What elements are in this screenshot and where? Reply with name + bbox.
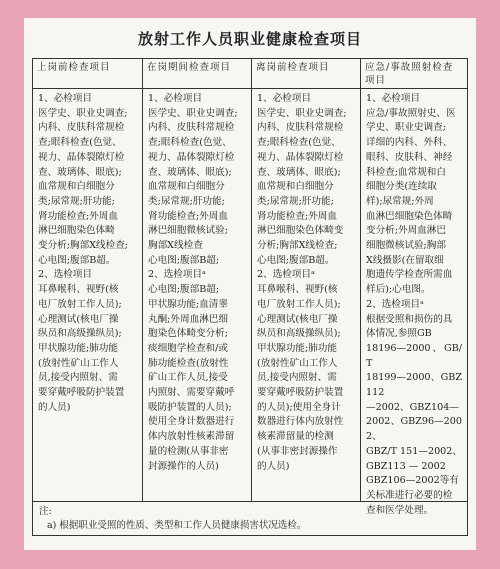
cell-line: 样);尿常规;外周	[366, 195, 434, 207]
cell-line: 淋巴细胞染色体畸变	[257, 225, 344, 237]
cell-line: 痰细胞学检查和/或	[148, 342, 228, 354]
cell-line: 眼科、皮肤科、神经	[366, 151, 453, 163]
cell-line: 细胞分类(连续取	[366, 181, 437, 193]
note-item: a) 根据职业受照的性质、类型和工作人员健康损害状况选检。	[47, 520, 307, 531]
cell-line: 员,接受内照射、需	[257, 372, 337, 384]
cell-line: 的人员)	[38, 401, 71, 413]
cell-line: 查、玻璃体、眼底);	[257, 166, 341, 178]
cell-line: 甲状腺功能;肺功能	[38, 342, 118, 354]
column-header-emergency: 应急/事故照射检查项目	[360, 59, 467, 89]
cell-line: 员,接受内照射、需	[38, 372, 118, 384]
cell-line: 查和医学处理。	[366, 504, 434, 516]
cell-line: —2002、GBZ104—	[366, 401, 459, 413]
cell-line: 视力、晶体裂隙灯检	[257, 151, 344, 163]
cell-line: 核素滞留量的检测	[257, 431, 334, 443]
cell-line: 肺功能检查(放射性	[148, 357, 229, 369]
cell-line: 心电图;腹部B超;	[148, 284, 220, 296]
cell-line: 电厂放射工作人员);	[257, 298, 341, 310]
cell-line: 血淋巴细胞染色体畸	[366, 210, 453, 222]
cell-line: 医学史、职业史调查;	[257, 107, 347, 119]
cell-line: 肾功能检查;外周血	[38, 210, 118, 222]
cell-line: 1、必检项目	[38, 93, 93, 104]
cell-line: 电厂放射工作人员);	[38, 298, 122, 310]
cell-line: 甲状腺功能;血清睾	[148, 298, 228, 310]
cell-line: 胞遗传学检查所需血	[366, 269, 453, 281]
cell-line: 医学史、职业史调查;	[148, 107, 238, 119]
cell-line: 纵员和高级操纵员);	[257, 328, 341, 340]
cell-line: (放射性矿山工作人	[38, 357, 119, 369]
cell-line: 体情况,参照GB	[366, 328, 432, 340]
cell-line: 分析;胸部X线检查;	[257, 240, 338, 252]
cell-line: 心电图;腹部B超。	[257, 254, 335, 266]
cell-line: 血常规和白细胞分	[38, 181, 115, 193]
cell-line: 科检查;血常规和白	[366, 166, 446, 178]
cell-line: 根据受照和损伤的具	[366, 313, 453, 325]
cell-line: 的人员)	[257, 460, 290, 472]
cell-line: 丸酮;外周血淋巴细	[148, 313, 228, 325]
column-header-pre-departure: 离岗前检查项目	[251, 59, 360, 89]
cell-line: 内科、皮肤科常规检	[38, 122, 125, 134]
note-label: 注:	[39, 506, 52, 517]
cell-line: 心电图;腹部B超。	[38, 254, 116, 266]
cell-line: 内科、皮肤科常规检	[257, 122, 344, 134]
table-header-row	[33, 59, 467, 89]
cell-line: 量的检测(从事非密	[148, 445, 229, 457]
cell-line: 视力、晶体裂隙灯检	[148, 151, 235, 163]
page-title: 放射工作人员职业健康检查项目	[137, 30, 362, 48]
cell-line: GBZ106—2002等有	[366, 475, 459, 487]
exam-table	[32, 58, 468, 536]
cell-line: 详细的内科、外科、	[366, 137, 453, 149]
cell-line: 内科、皮肤科常规检	[148, 122, 235, 134]
cell-line: 要穿戴呼吸防护装置	[257, 387, 344, 399]
cell-line: 类;尿常规;肝功能;	[257, 195, 334, 207]
cell-line: 查;眼科检查(色觉、	[38, 137, 122, 149]
column-header-pre-employment: 上岗前检查项目	[37, 62, 111, 73]
cell-line: 肾功能检查;外周血	[257, 210, 337, 222]
cell-line: 要穿戴呼吸防护装置	[38, 387, 125, 399]
cell-line: 血常规和白细胞分	[148, 181, 225, 193]
cell-line: (放射性矿山工作人	[257, 357, 338, 369]
cell-line: 淋巴细胞染色体畸	[38, 225, 115, 237]
cell-line: 医学史、职业史调查;	[38, 107, 128, 119]
cell-line: 使用全身计数器进行	[148, 416, 235, 428]
cell-line: 2、选检项目ᵃ	[148, 269, 206, 281]
column-header-on-duty: 在岗期间检查项目	[142, 59, 251, 89]
cell-line: (从事非密封源操作	[257, 445, 338, 457]
column-body-pre-departure	[251, 89, 360, 501]
cell-line: 数器进行体内放射性	[257, 416, 344, 428]
cell-line: 2、选检项目ᵃ	[366, 298, 424, 310]
column-body-pre-employment	[33, 89, 142, 501]
cell-line: 查、玻璃体、眼底);	[38, 166, 122, 178]
cell-line: 淋巴细胞微核试验;	[148, 225, 228, 237]
cell-line: 18199—2000、GBZ112	[366, 372, 462, 399]
cell-line: 变分析;外周血淋巴	[366, 225, 446, 237]
cell-line: 2、选检项目	[38, 269, 93, 281]
cell-line: 耳鼻喉科、视野(核	[38, 284, 119, 296]
cell-line: 纵员和高级操纵员);	[38, 328, 122, 340]
cell-line: 1、必检项目	[257, 93, 312, 104]
cell-line: 封源操作的人员)	[148, 460, 219, 472]
document-page	[24, 18, 476, 550]
cell-line: 变分析;胸部X线检查;	[38, 240, 129, 252]
cell-line: 应急/事故照射史、医	[366, 107, 456, 119]
cell-line: 细胞微核试验;胸部	[366, 240, 446, 252]
cell-line: 关标准进行必要的检	[366, 489, 453, 501]
cell-line: X线摄影(在留取细	[366, 254, 444, 266]
cell-line: GBZ/T 151—2002、	[366, 445, 462, 457]
cell-line: 的人员);使用全身计	[257, 401, 341, 413]
cell-line: 甲状腺功能;肺功能	[257, 342, 337, 354]
column-body-on-duty	[142, 89, 251, 501]
cell-line: 心理测试(核电厂操	[257, 313, 338, 325]
cell-line: 胸部X线检查	[148, 240, 203, 252]
cell-line: 矿山工作人员,接受	[148, 372, 228, 384]
cell-line: 心电图;腹部B超;	[148, 254, 220, 266]
cell-line: 肾功能检查;外周血	[148, 210, 228, 222]
cell-line: 2、选检项目ᵃ	[257, 269, 315, 281]
cell-line: 体内放射性核素滞留	[148, 431, 235, 443]
cell-line: 类;尿常规;肝功能;	[148, 195, 225, 207]
cell-line: 18196—2000、GB/T	[366, 342, 462, 369]
cell-line: 查;眼科检查(色觉、	[148, 137, 232, 149]
cell-line: 心理测试(核电厂操	[38, 313, 119, 325]
cell-line: 视力、晶体裂隙灯检	[38, 151, 125, 163]
table-note	[33, 501, 467, 535]
cell-line: 样后);心电图。	[366, 284, 431, 296]
cell-line: 类;尿常规;肝功能;	[38, 195, 115, 207]
cell-line: 内照射、需要穿戴呼	[148, 387, 235, 399]
cell-line: 查;眼科检查(色觉、	[257, 137, 341, 149]
cell-line: 胞染色体畸变分析;	[148, 328, 228, 340]
cell-line: 耳鼻喉科、视野(核	[257, 284, 338, 296]
cell-line: 查、玻璃体、眼底);	[148, 166, 232, 178]
cell-line: GBZ113 — 2002	[366, 460, 446, 472]
cell-line: 1、必检项目	[148, 93, 203, 104]
cell-line: 1、必检项目	[366, 93, 421, 104]
cell-line: 血常规和白细胞分	[257, 181, 334, 193]
cell-line: 2002、GBZ96—2002、	[366, 416, 462, 443]
column-body-emergency	[360, 89, 467, 516]
cell-line: 吸防护装置的人员);	[148, 401, 232, 413]
cell-line: 学史、职业史调查;	[366, 122, 446, 134]
